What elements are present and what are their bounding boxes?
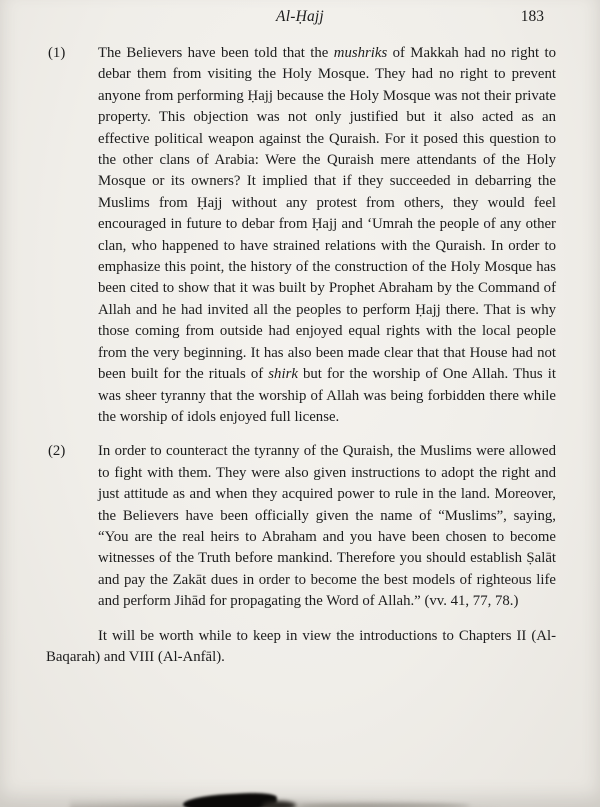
closing-paragraph: It will be worth while to keep in view the introductions to Chapters II (Al-Baqarah) and VIII (Al-Anfāl).: [46, 627, 556, 665]
page-header: [0, 0, 600, 35]
page-content: [0, 35, 600, 668]
scan-smudge-small: [262, 801, 296, 807]
page-number: 183: [520, 8, 544, 25]
paragraph-1-text: The Believers have been told that the mushriks of Makkah had no right to debar them from visiting the Holy Mosque. They had no right to prevent anyone from performing Ḥajj because the Holy Mosque was not their private property. This objection was not only justified but it also acted as an effective political weapon against the Quraish. For it posed this question to the other clans of Arabia: Were the Quraish mere attendants of the Holy Mosque or its owners? It implied that if they succeeded in debarring the Muslims from Ḥajj without any protest from others, they would feel encouraged in future to debar from Ḥajj and ʻUmrah the people of any other clan, who happened to have strained relations with the Quraish. In order to emphasize this point, the history of the construction of the Holy Mosque has been cited to show that it was built by Prophet Abraham by the Command of Allah and he had invited all the peoples to perform Ḥajj there. That is why those coming from outside had enjoyed equal rights with the local people from the very beginning. It has also been made clear that that House had not been built for the rituals of shirk but for the worship of One Allah. Thus it was sheer tyranny that the worship of Allah was being forbidden there while the worship of idols enjoyed full license.: [98, 45, 556, 425]
scan-bottom-shade: [70, 798, 500, 807]
paragraph-2-text: In order to counteract the tyranny of the Quraish, the Muslims were allowed to fight with them. They were also given instructions to adopt the right and just attitude as and when they acquired power to rule in the land. Moreover, the Believers have been officially given the name of “Muslims”, saying, “You are the real heirs to Abraham and you have been chosen to become witnesses of the Truth before mankind. Therefore you should establish Ṣalāt and pay the Zakāt dues in order to become the best models of righteous life and perform Jihād for propagating the Word of Allah.” (vv. 41, 77, 78.): [98, 443, 556, 610]
chapter-title: Al-Ḥajj: [276, 8, 324, 25]
scan-streak: [300, 803, 470, 807]
paragraph-2-number: (2): [48, 443, 66, 460]
paragraph-2: [46, 441, 556, 612]
scan-smudge: [183, 792, 278, 807]
paragraph-1: [46, 43, 556, 428]
paragraph-1-number: (1): [48, 45, 66, 61]
